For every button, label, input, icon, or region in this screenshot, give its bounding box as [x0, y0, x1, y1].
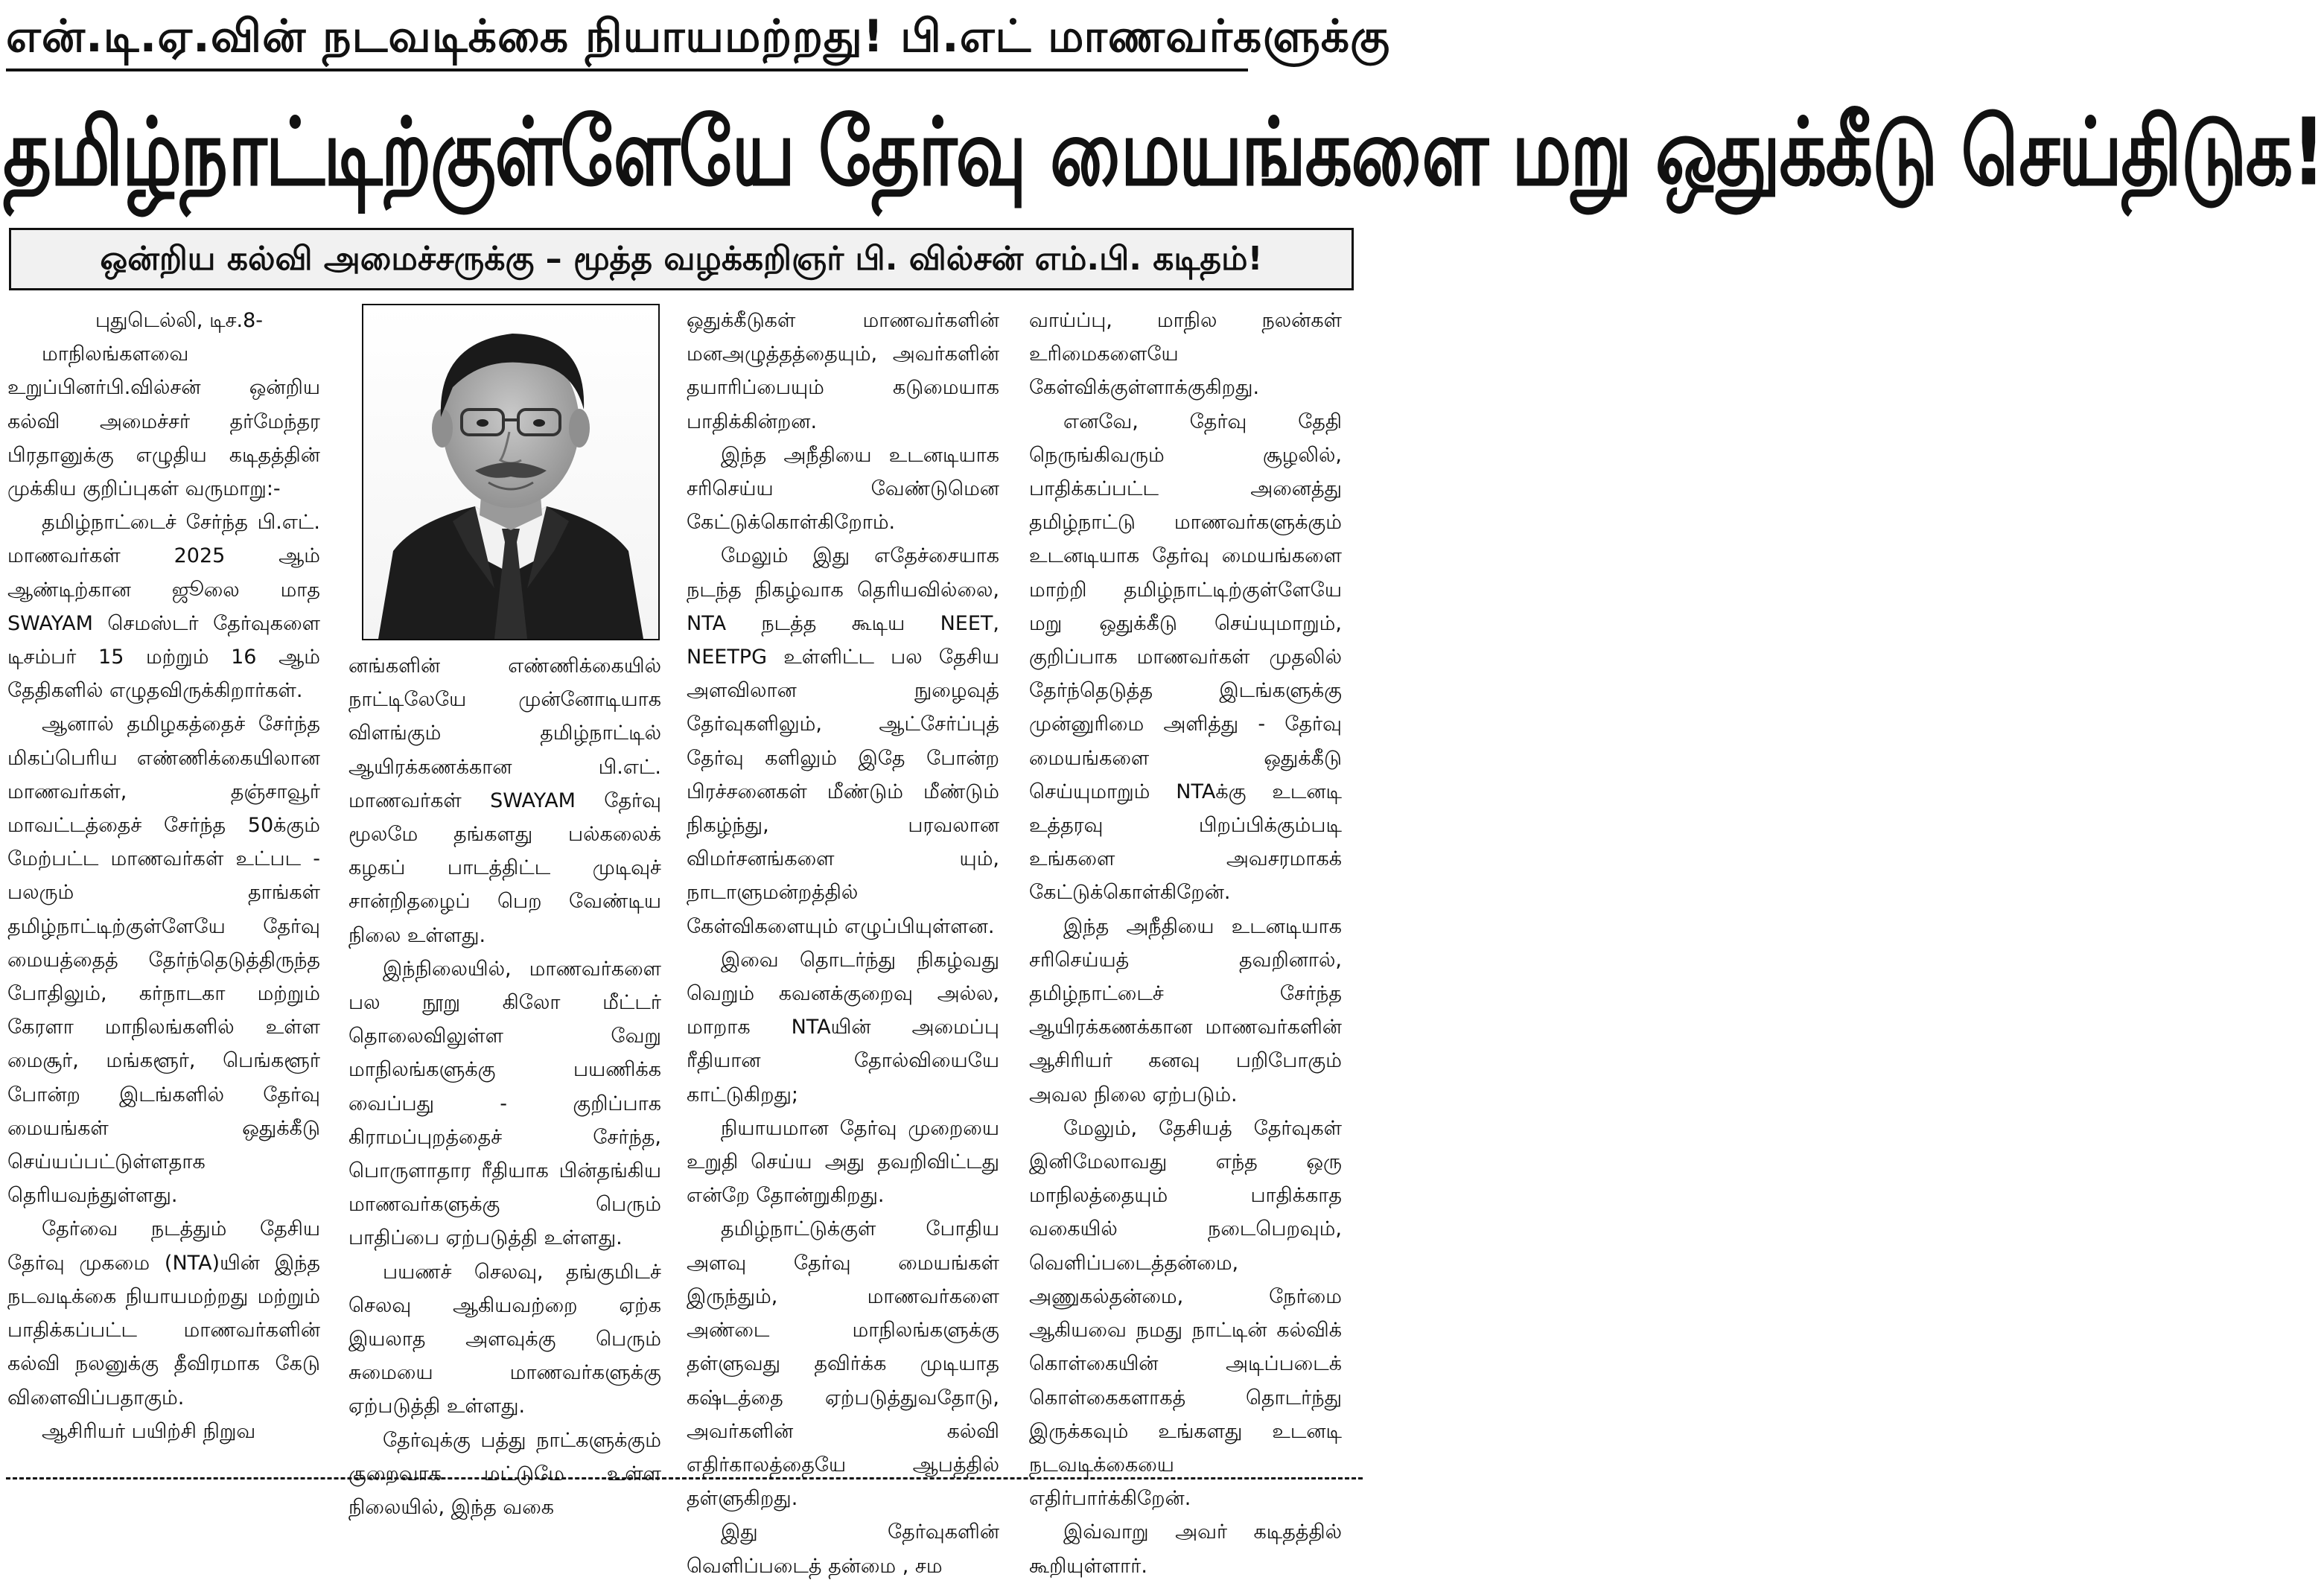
paragraph: னங்களின் எண்ணிக்கையில் நாட்டிலேயே முன்னோடியாக விளங்கும் தமிழ்நாட்டில் ஆயிரக்கணக்கான பி.எட். மாணவர்கள் SWAYAM தேர்வு மூலமே தங்களது பல்கலைக் கழகப் பாடத்திட்ட முடிவுச் சான்றிதழைப் பெற வேண்டிய நிலை உள்ளது.: [348, 654, 661, 947]
paragraph: தேர்வுக்கு பத்து நாட்களுக்கும் குறைவாக மட்டுமே உள்ள நிலையில், இந்த வகை: [348, 1428, 661, 1520]
paragraph: மாநிலங்களவை உறுப்பினர்பி.வில்சன் ஒன்றிய கல்வி அமைச்சர் தர்மேந்தர பிரதானுக்கு எழுதிய கடிதத்தின் முக்கிய குறிப்புகள் வருமாறு:-: [7, 343, 320, 501]
paragraph: இந்த அநீதியை உடனடியாக சரிசெய்ய வேண்டுமென கேட்டுக்கொள்கிறோம்.: [687, 443, 999, 535]
paragraph: ஆனால் தமிழகத்தைச் சேர்ந்த மிகப்பெரிய எண்ணிக்கையிலான மாணவர்கள், தஞ்சாவூர் மாவட்டத்தைச் சேர்ந்த 50க்கும் மேற்பட்ட மாணவர்கள் உட்பட - பலரும் தாங்கள் தமிழ்நாட்டிற்குள்ளேயே தேர்வு மையத்தைத் தேர்ந்தெடுத்திருந்த போதிலும், கர்நாடகா மற்றும் கேரளா மாநிலங்களில் உள்ள மைசூர், மங்களூர், பெங்களூர் போன்ற இடங்களில் தேர்வு மையங்கள் ஒதுக்கீடு செய்யப்பட்டுள்ளதாக தெரியவந்துள்ளது.: [7, 713, 320, 1208]
paragraph: வாய்ப்பு, மாநில நலன்கள் உரிமைகளையே கேள்விக்குள்ளாக்குகிறது.: [1029, 309, 1342, 400]
paragraph: இது தேர்வுகளின் வெளிப்படைத் தன்மை , சம: [687, 1520, 999, 1578]
portrait-illustration: [363, 305, 658, 639]
paragraph: இவ்வாறு அவர் கடிதத்தில் கூறியுள்ளார்.: [1029, 1520, 1342, 1578]
paragraph: இந்நிலையில், மாணவர்களை பல நூறு கிலோ மீட்டர் தொலைவிலுள்ள வேறு மாநிலங்களுக்கு பயணிக்க வைப்பது - குறிப்பாக கிராமப்புறத்தைச் சேர்ந்த, பொருளாதார ரீதியாக பின்தங்கிய மாணவர்களுக்கு பெரும் பாதிப்பை ஏற்படுத்தி உள்ளது.: [348, 957, 661, 1250]
subhead: ஒன்றிய கல்வி அமைச்சருக்கு – மூத்த வழக்கறிஞர் பி. வில்சன் எம்.பி. கடிதம்!: [100, 240, 1263, 278]
paragraph: பயணச் செலவு, தங்குமிடச் செலவு ஆகியவற்றை ஏற்க இயலாத அளவுக்கு பெரும் சுமையை மாணவர்களுக்கு ஏற்படுத்தி உள்ளது.: [348, 1260, 661, 1418]
article-column-2: [348, 649, 661, 1524]
dateline: புதுடெல்லி, டிச.8-: [95, 309, 264, 332]
paragraph: ஆசிரியர் பயிற்சி நிறுவ: [42, 1419, 256, 1443]
paragraph: தேர்வை நடத்தும் தேசிய தேர்வு முகமை (NTA)யின் இந்த நடவடிக்கை நியாயமற்றது மற்றும் பாதிக்கப்பட்ட மாணவர்களின் கல்வி நலனுக்கு தீவிரமாக கேடு விளைவிப்பதாகும்.: [7, 1217, 320, 1410]
bottom-dashed-rule: [6, 1477, 1363, 1480]
paragraph: நியாயமான தேர்வு முறையை உறுதி செய்ய அது தவறிவிட்டது என்றே தோன்றுகிறது.: [687, 1116, 999, 1208]
paragraph: தமிழ்நாட்டைச் சேர்ந்த பி.எட். மாணவர்கள் 2025 ஆம் ஆண்டிற்கான ஜூலை மாத SWAYAM செமஸ்டர் தேர்வுகளை டிசம்பர் 15 மற்றும் 16 ஆம் தேதிகளில் எழுதவிருக்கிறார்கள்.: [7, 511, 320, 703]
article-column-1: [7, 304, 320, 1448]
headline: தமிழ்நாட்டிற்குள்ளேயே தேர்வு மையங்களை மறு ஒதுக்கீடு செய்திடுக!: [3, 98, 2324, 207]
subhead-box: [9, 228, 1354, 290]
kicker-line: என்.டி.ஏ.வின் நடவடிக்கை நியாயமற்றது! பி.எட் மாணவர்களுக்கு: [6, 10, 1391, 63]
article-column-4: [1029, 304, 1342, 1583]
kicker-underline: [6, 69, 1248, 71]
portrait-photo: [362, 304, 660, 640]
paragraph: எனவே, தேர்வு தேதி நெருங்கிவரும் சூழலில், பாதிக்கப்பட்ட அனைத்து தமிழ்நாட்டு மாணவர்களுக்கும் உடனடியாக தேர்வு மையங்களை மாற்றி தமிழ்நாட்டிற்குள்ளேயே மறு ஒதுக்கீடு செய்யுமாறும், குறிப்பாக மாணவர்கள் முதலில் தேர்ந்தெடுத்த இடங்களுக்கு முன்னுரிமை அளித்து - தேர்வு மையங்களை ஒதுக்கீடு செய்யுமாறும் NTAக்கு உடனடி உத்தரவு பிறப்பிக்கும்படி உங்களை அவசரமாகக் கேட்டுக்கொள்கிறேன்.: [1029, 410, 1342, 905]
paragraph: தமிழ்நாட்டுக்குள் போதிய அளவு தேர்வு மையங்கள் இருந்தும், மாணவர்களை அண்டை மாநிலங்களுக்கு தள்ளுவது தவிர்க்க முடியாத கஷ்டத்தை ஏற்படுத்துவதோடு, அவர்களின் கல்வி எதிர்காலத்தையே ஆபத்தில் தள்ளுகிறது.: [687, 1217, 999, 1511]
article-column-3: [687, 304, 999, 1583]
paragraph: இவை தொடர்ந்து நிகழ்வது வெறும் கவனக்குறைவு அல்ல, மாறாக NTAயின் அமைப்பு ரீதியான தோல்வியையே காட்டுகிறது;: [687, 948, 999, 1106]
paragraph: மேலும் இது எதேச்சையாக நடந்த நிகழ்வாக தெரியவில்லை, NTA நடத்த கூடிய NEET, NEETPG உள்ளிட்ட பல தேசிய அளவிலான நுழைவுத் தேர்வுகளிலும், ஆட்சேர்ப்புத் தேர்வு களிலும் இதே போன்ற பிரச்சனைகள் மீண்டும் மீண்டும் நிகழ்ந்து, பரவலான விமர்சனங்களை யும், நாடாளுமன்றத்தில் கேள்விகளையும் எழுப்பியுள்ளன.: [687, 544, 999, 938]
paragraph: இந்த அநீதியை உடனடியாக சரிசெய்யத் தவறினால், தமிழ்நாட்டைச் சேர்ந்த ஆயிரக்கணக்கான மாணவர்களின் ஆசிரியர் கனவு பறிபோகும் அவல நிலை ஏற்படும்.: [1029, 914, 1342, 1106]
paragraph: ஒதுக்கீடுகள் மாணவர்களின் மனஅழுத்தத்தையும், அவர்களின் தயாரிப்பையும் கடுமையாக பாதிக்கின்றன.: [687, 309, 999, 433]
paragraph: மேலும், தேசியத் தேர்வுகள் இனிமேலாவது எந்த ஒரு மாநிலத்தையும் பாதிக்காத வகையில் நடைபெறவும், வெளிப்படைத்தன்மை, அணுகல்தன்மை, நேர்மை ஆகியவை நமது நாட்டின் கல்விக் கொள்கையின் அடிப்படைக் கொள்கைகளாகத் தொடர்ந்து இருக்கவும் உங்களது உடனடி நடவடிக்கையை எதிர்பார்க்கிறேன்.: [1029, 1116, 1342, 1511]
